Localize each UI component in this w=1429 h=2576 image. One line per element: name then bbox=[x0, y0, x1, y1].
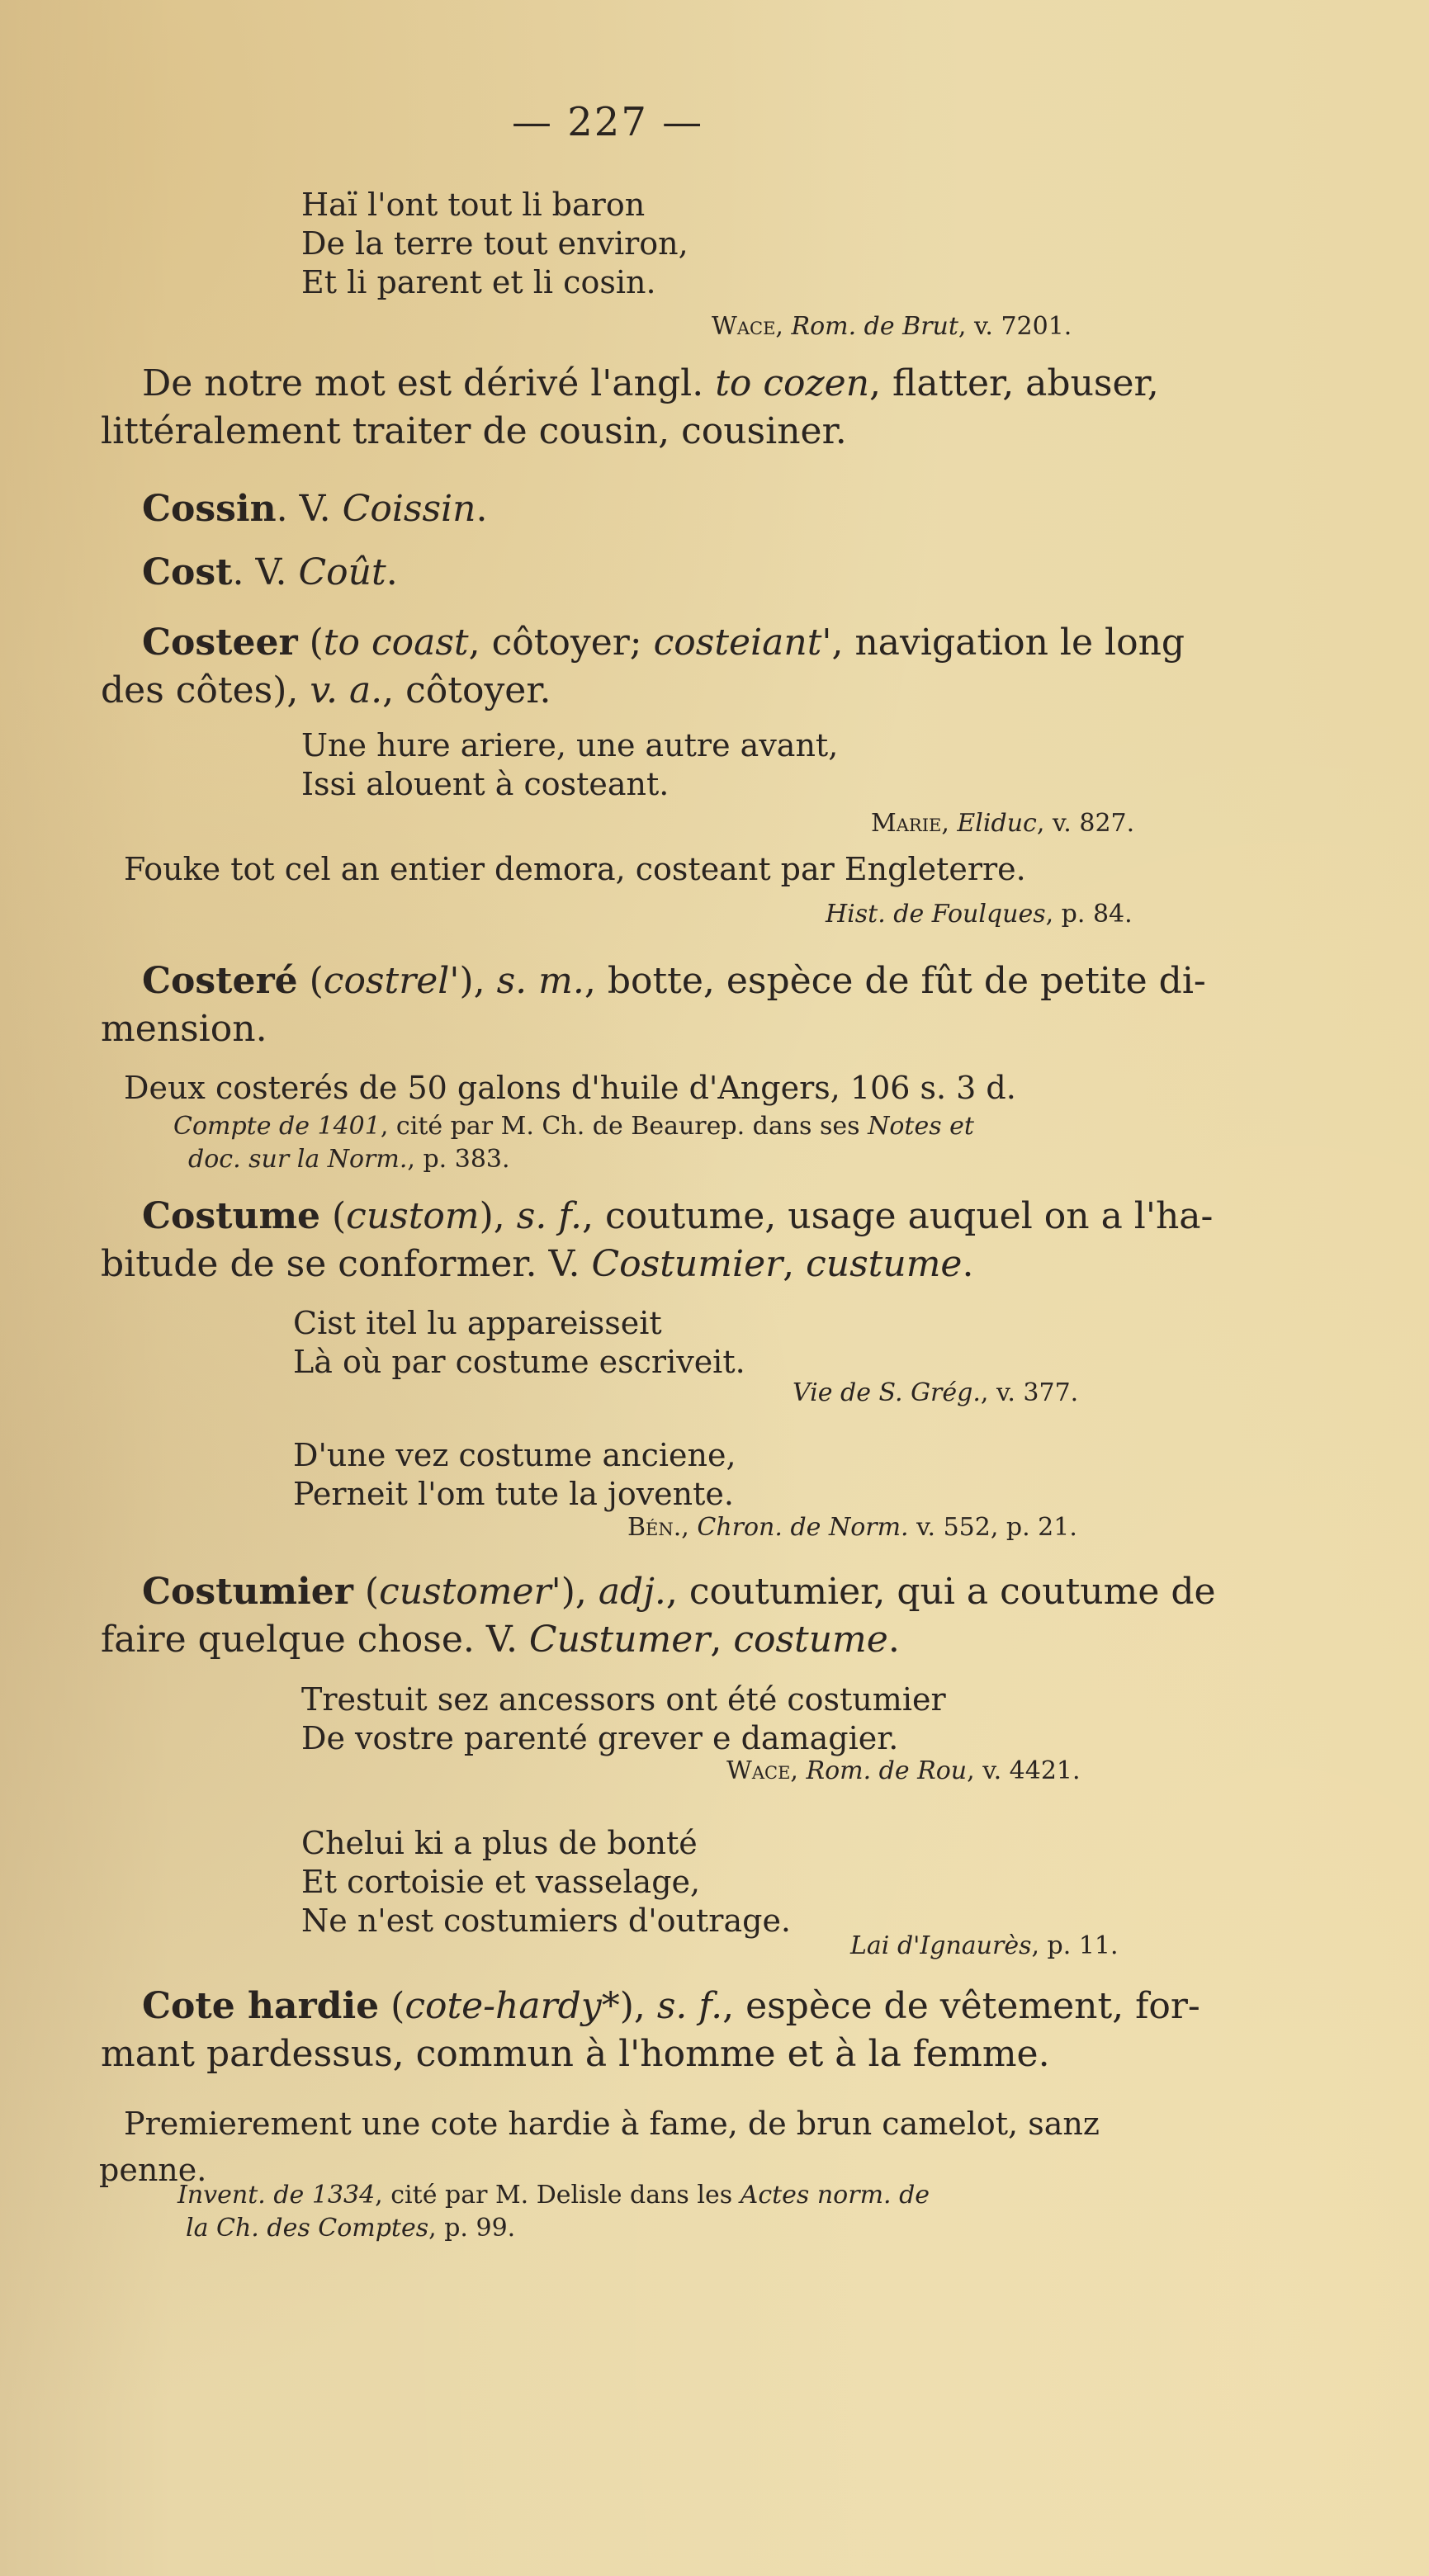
headword: Costumier bbox=[142, 1571, 353, 1613]
verse-line: Et li parent et li cosin. bbox=[301, 264, 656, 300]
entry-costume: Costume (custom), s. f., coutume, usage auquel on a l'ha- bitude de se conformer. V. Costumier, custume. bbox=[101, 1195, 1214, 1285]
entry-costeer: Costeer (to coast, côtoyer; costeiant', navigation le long des côtes), v. a., côtoyer. bbox=[101, 622, 1185, 711]
citation: Bén., Chron. de Norm. v. 552, p. 21. bbox=[627, 1513, 1077, 1542]
headword: Costume bbox=[142, 1195, 321, 1237]
verse-line: Issi alouent à costeant. bbox=[301, 766, 670, 802]
prose-quote: Fouke tot cel an entier demora, costeant par Engleterre. bbox=[124, 851, 1026, 887]
verse-block bbox=[301, 1824, 791, 1940]
verse-block bbox=[301, 726, 838, 804]
paragraph: De notre mot est dérivé l'angl. to cozen, flatter, abuser, littéralement traiter de cousin, cousiner. bbox=[101, 362, 1159, 452]
citation: Invent. de 1334, cité par M. Delisle dans les Actes norm. de la Ch. des Comptes, p. 99. bbox=[177, 2181, 930, 2243]
citation: Hist. de Foulques, p. 84. bbox=[826, 900, 1133, 929]
page-number: — 227 — bbox=[512, 99, 704, 145]
verse-block bbox=[293, 1304, 745, 1382]
verse-block bbox=[301, 186, 688, 302]
entry-costere: Costeré (costrel'), s. m., botte, espèce de fût de petite di- mension. bbox=[101, 960, 1206, 1050]
citation: Marie, Eliduc, v. 827. bbox=[871, 809, 1135, 838]
verse-line: Là où par costume escriveit. bbox=[293, 1344, 745, 1380]
verse-line: Chelui ki a plus de bonté bbox=[301, 1825, 698, 1861]
citation: Vie de S. Grég., v. 377. bbox=[793, 1378, 1079, 1407]
verse-line: Et cortoisie et vasselage, bbox=[301, 1864, 701, 1900]
headword: Cossin bbox=[142, 488, 277, 530]
verse-block bbox=[301, 1680, 946, 1758]
verse-line: Trestuit sez ancessors ont été costumier bbox=[301, 1681, 946, 1718]
verse-line: De vostre parenté grever e damagier. bbox=[301, 1720, 899, 1756]
verse-line: Ne n'est costumiers d'outrage. bbox=[301, 1902, 792, 1939]
verse-line: D'une vez costume anciene, bbox=[293, 1437, 736, 1473]
entry-cote-hardie: Cote hardie (cote-hardy*), s. f., espèce de vêtement, for- mant pardessus, commun à l'homme et à la femme. bbox=[101, 1985, 1200, 2075]
verse-line: Perneit l'om tute la jovente. bbox=[293, 1476, 734, 1512]
prose-quote: Deux costerés de 50 galons d'huile d'Angers, 106 s. 3 d. bbox=[124, 1070, 1016, 1106]
citation: Lai d'Ignaurès, p. 11. bbox=[850, 1931, 1119, 1960]
verse-line: Haï l'ont tout li baron bbox=[301, 187, 646, 223]
entry-costumier: Costumier (customer'), adj., coutumier, qui a coutume de faire quelque chose. V. Custumer, costume. bbox=[101, 1571, 1216, 1661]
verse-block bbox=[293, 1436, 736, 1514]
prose-quote: Premierement une cote hardie à fame, de brun camelot, sanz penne. bbox=[99, 2106, 1100, 2188]
verse-line: De la terre tout environ, bbox=[301, 225, 688, 262]
headword: Costeer bbox=[142, 622, 298, 664]
citation: Wace, Rom. de Rou, v. 4421. bbox=[726, 1756, 1081, 1785]
headword: Costeré bbox=[142, 960, 298, 1002]
citation: Compte de 1401, cité par M. Ch. de Beaurep. dans ses Notes et doc. sur la Norm., p. 383. bbox=[173, 1112, 974, 1174]
verse-line: Cist itel lu appareisseit bbox=[293, 1305, 662, 1341]
entry-cossin: Cossin. V. Coissin. bbox=[142, 488, 488, 530]
verse-line: Une hure ariere, une autre avant, bbox=[301, 727, 839, 763]
citation: Wace, Rom. de Brut, v. 7201. bbox=[712, 312, 1072, 341]
entry-cost: Cost. V. Coût. bbox=[142, 551, 398, 593]
headword: Cote hardie bbox=[142, 1985, 380, 2027]
headword: Cost bbox=[142, 551, 233, 593]
